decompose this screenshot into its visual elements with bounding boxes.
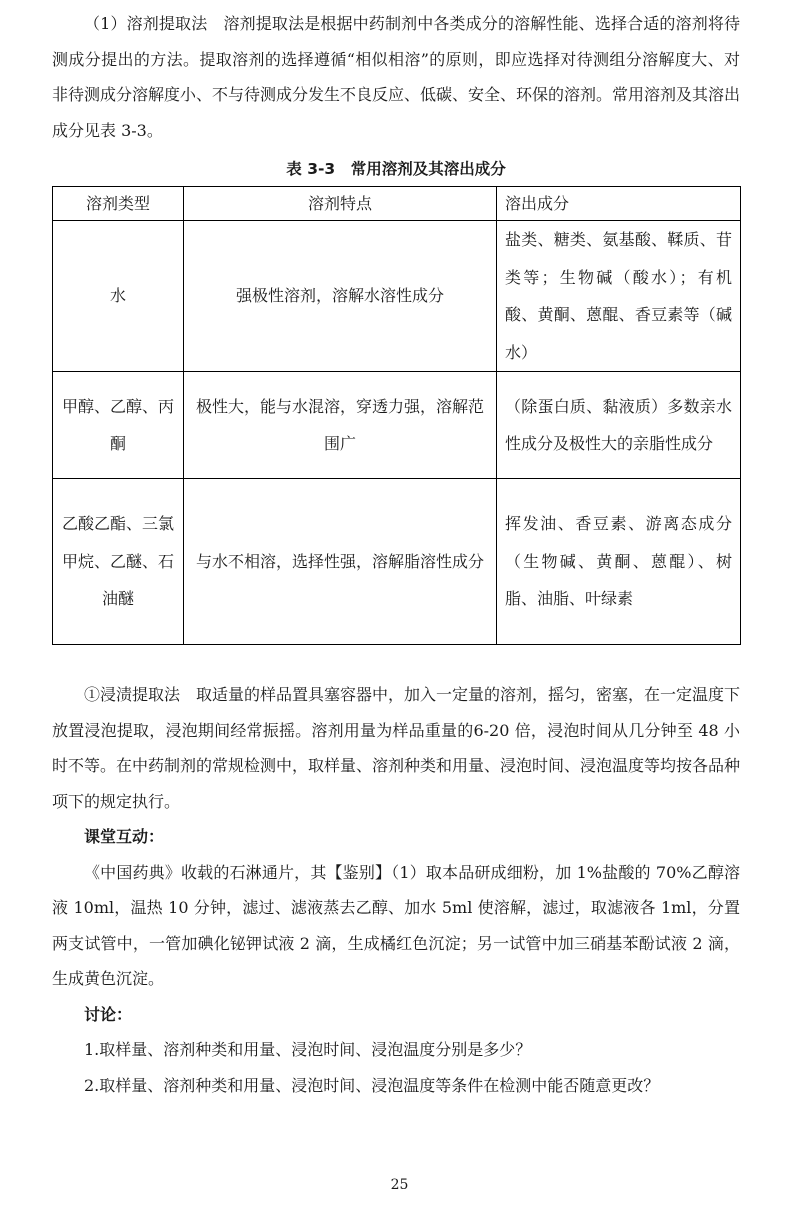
- section-spacer: [52, 645, 740, 677]
- header-solvent-feature: 溶剂特点: [184, 187, 497, 221]
- dissolved-components-cell: 盐类、糖类、氨基酸、鞣质、苷类等；生物碱（酸水）；有机酸、黄酮、蒽醌、香豆素等（碱水）: [497, 221, 741, 372]
- maceration-paragraph: ①浸渍提取法 取适量的样品置具塞容器中，加入一定量的溶剂，摇匀，密塞，在一定温度下放置浸泡提取，浸泡期间经常振摇。溶剂用量为样品重量的6-20 倍，浸泡时间从几分钟至 48 小时不等。在中药制剂的常规检测中，取样量、溶剂种类和用量、浸泡时间、浸泡温度等均按各品种项下的规定执行。: [52, 685, 741, 811]
- table-row: [53, 479, 741, 645]
- dissolved-components-cell: 挥发油、香豆素、游离态成分（生物碱、黄酮、蒽醌）、树脂、油脂、叶绿素: [497, 479, 741, 645]
- solvent-feature-cell: 与水不相溶，选择性强，溶解脂溶性成分: [184, 479, 497, 645]
- solvent-type-cell: 甲醇、乙醇、丙酮: [53, 372, 184, 479]
- discussion-heading: 讨论：: [84, 1004, 133, 1024]
- solvent-type-cell: 水: [53, 221, 184, 372]
- intro-paragraph: （1）溶剂提取法 溶剂提取法是根据中药制剂中各类成分的溶解性能、选择合适的溶剂将待测成分提出的方法。提取溶剂的选择遵循“相似相溶”的原则，即应选择对待测组分溶解度大、对非待测成分溶解度小、不与待测成分发生不良反应、低碳、安全、环保的溶剂。常用溶剂及其溶出成分见表 3-3。: [52, 14, 741, 140]
- page-content: [52, 6, 740, 1103]
- table-header-row: [53, 187, 741, 221]
- table-row: [53, 221, 741, 372]
- classroom-heading: 课堂互动：: [84, 827, 165, 846]
- solvent-table: [52, 186, 741, 645]
- header-dissolved-components: 溶出成分: [497, 187, 741, 221]
- solvent-type-cell: 乙酸乙酯、三氯甲烷、乙醚、石油醚: [53, 479, 184, 645]
- page-number: 25: [390, 1177, 409, 1193]
- table-row: [53, 372, 741, 479]
- header-solvent-type: 溶剂类型: [53, 187, 184, 221]
- solvent-feature-cell: 强极性溶剂，溶解水溶性成分: [184, 221, 497, 372]
- table-caption: 表 3-3 常用溶剂及其溶出成分: [286, 160, 506, 178]
- discussion-item: 1.取样量、溶剂种类和用量、浸泡时间、浸泡温度分别是多少？: [84, 1040, 532, 1059]
- discussion-item: 2.取样量、溶剂种类和用量、浸泡时间、浸泡温度等条件在检测中能否随意更改？: [84, 1075, 660, 1095]
- dissolved-components-cell: （除蛋白质、黏液质）多数亲水性成分及极性大的亲脂性成分: [497, 372, 741, 479]
- classroom-paragraph: 《中国药典》收载的石淋通片，其【鉴别】（1）取本品研成细粉，加 1%盐酸的 70%乙醇溶液 10ml，温热 10 分钟，滤过、滤液蒸去乙醇、加水 5ml 使溶解，滤过，取滤液各 1ml，分置两支试管中，一管加碘化铋钾试液 2 滴，生成橘红色沉淀；另一试管中加三硝基苯酚试液 2 滴，生成黄色沉淀。: [52, 862, 740, 988]
- solvent-feature-cell: 极性大，能与水混溶，穿透力强，溶解范围广: [184, 372, 497, 479]
